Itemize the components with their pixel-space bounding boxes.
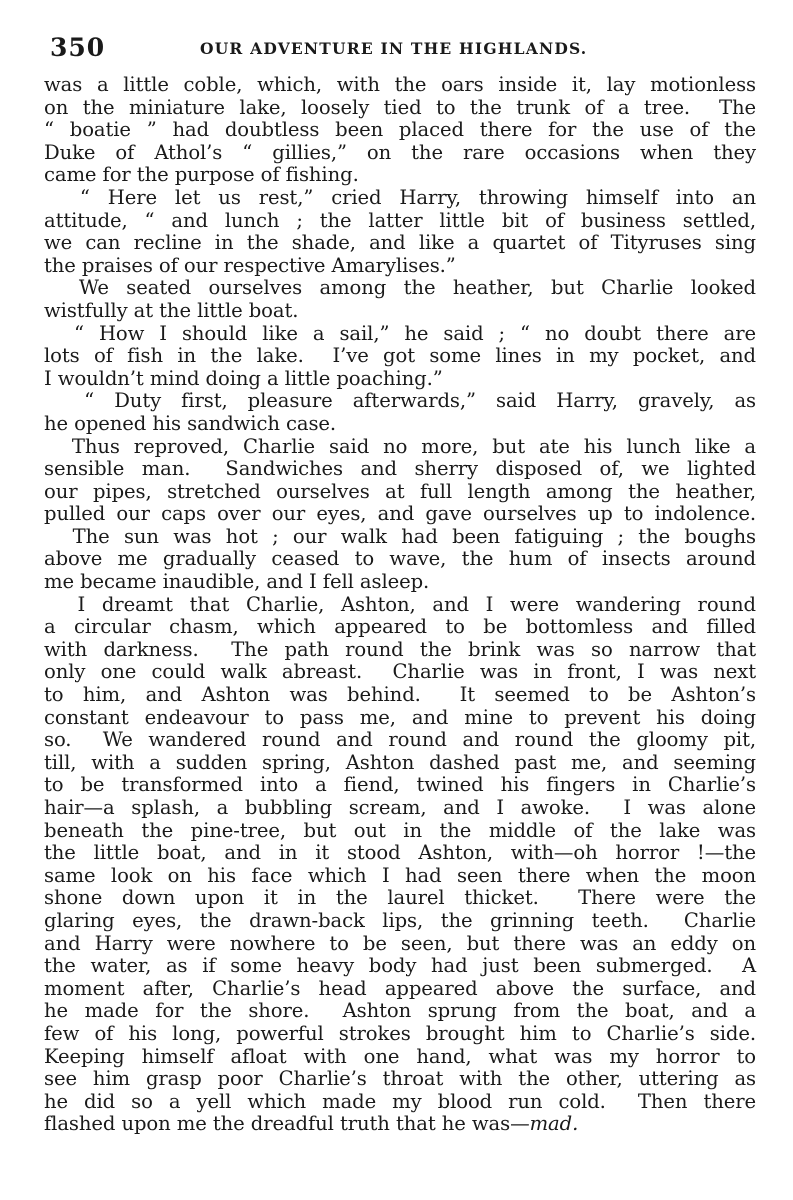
text-line: The sun was hot ; our walk had been fatiguing ; the boughs <box>44 524 756 548</box>
text-line: with darkness. The path round the brink was so narrow that <box>44 637 756 661</box>
text-line: attitude, “ and lunch ; the latter little bit of business settled, <box>44 208 756 232</box>
text-line: hair—a splash, a bubbling scream, and I awoke. I was alone <box>44 796 756 819</box>
text-line: shone down upon it in the laurel thicket. There were the <box>44 886 756 910</box>
text-line: me became inaudible, and I fell asleep. <box>44 570 430 594</box>
text-line: moment after, Charlie’s head appeared above the surface, and <box>44 976 756 1000</box>
text-line: sensible man. Sandwiches and sherry disposed of, we lighted <box>44 457 756 481</box>
text-line: We seated ourselves among the heather, but Charlie looked <box>44 276 756 300</box>
text-line: pulled our caps over our eyes, and gave ourselves up to indolence. <box>44 502 756 526</box>
text-line: to him, and Ashton was behind. It seemed to be Ashton’s <box>44 683 756 707</box>
text-line: he did so a yell which made my blood run cold. Then there <box>44 1089 756 1113</box>
text-line: on the miniature lake, loosely tied to the trunk of a tree. The <box>44 95 756 119</box>
text-line: came for the purpose of fishing. <box>44 163 359 187</box>
text-line: same look on his face which I had seen there when the moon <box>44 863 756 887</box>
text-line: glaring eyes, the drawn-back lips, the grinning teeth. Charlie <box>44 908 756 932</box>
text-line: wistfully at the little boat. <box>44 298 299 322</box>
text-line: “ Duty first, pleasure afterwards,” said Harry, gravely, as <box>44 389 756 413</box>
text-line: few of his long, powerful strokes brought him to Charlie’s side. <box>44 1021 756 1045</box>
text-line: Duke of Athol’s “ gillies,” on the rare occasions when they <box>44 140 756 164</box>
text-line: our pipes, stretched ourselves at full length among the heather, <box>44 479 756 503</box>
text-line: was a little coble, which, with the oars inside it, lay motionless <box>44 73 756 96</box>
text-line: above me gradually ceased to wave, the hum of insects around <box>44 547 756 571</box>
text-line: to be transformed into a fiend, twined his fingers in Charlie’s <box>44 773 756 797</box>
text-line: Thus reproved, Charlie said no more, but ate his lunch like a <box>44 434 756 458</box>
text-line: he made for the shore. Ashton sprung from the boat, and a <box>44 999 756 1023</box>
text-line: the praises of our respective Amarylises.” <box>44 253 456 277</box>
text-line: “ boatie ” had doubtless been placed there for the use of the <box>44 118 756 142</box>
text-line: and Harry were nowhere to be seen, but there was an eddy on <box>44 931 756 955</box>
text-line: we can recline in the shade, and like a quartet of Tityruses sing <box>44 231 756 255</box>
text-line: “ Here let us rest,” cried Harry, throwing himself into an <box>44 185 756 209</box>
text-line: constant endeavour to pass me, and mine to prevent his doing <box>44 705 756 729</box>
text-line: I dreamt that Charlie, Ashton, and I were wandering round <box>44 592 756 616</box>
text-line: only one could walk abreast. Charlie was in front, I was next <box>44 660 756 684</box>
text-line: see him grasp poor Charlie’s throat with the other, uttering as <box>44 1067 756 1091</box>
text-line: a circular chasm, which appeared to be bottomless and filled <box>44 615 756 639</box>
text-line: so. We wandered round and round and round the gloomy pit, <box>44 728 756 752</box>
text-line: I wouldn’t mind doing a little poaching.” <box>44 366 443 390</box>
text-line: “ How I should like a sail,” he said ; “ no doubt there are <box>44 321 756 345</box>
page-header <box>50 33 750 63</box>
text-line: lots of fish in the lake. I’ve got some lines in my pocket, and <box>44 344 756 368</box>
final-line-text: flashed upon me the dreadful truth that he was— <box>44 1112 530 1136</box>
text-line-final <box>44 1113 756 1136</box>
text-line: Keeping himself afloat with one hand, what was my horror to <box>44 1044 756 1068</box>
page-number: 350 <box>50 33 106 62</box>
text-line: the water, as if some heavy body had just been submerged. A <box>44 954 756 978</box>
final-line-italic-word: mad. <box>529 1112 579 1136</box>
text-line: till, with a sudden spring, Ashton dashed past me, and seeming <box>44 750 756 774</box>
body-text <box>44 74 756 1136</box>
running-head: OUR ADVENTURE IN THE HIGHLANDS. <box>200 39 588 58</box>
text-line: he opened his sandwich case. <box>44 411 337 435</box>
text-line: the little boat, and in it stood Ashton, with—oh horror !—the <box>44 841 756 865</box>
text-line: beneath the pine-tree, but out in the middle of the lake was <box>44 818 756 842</box>
